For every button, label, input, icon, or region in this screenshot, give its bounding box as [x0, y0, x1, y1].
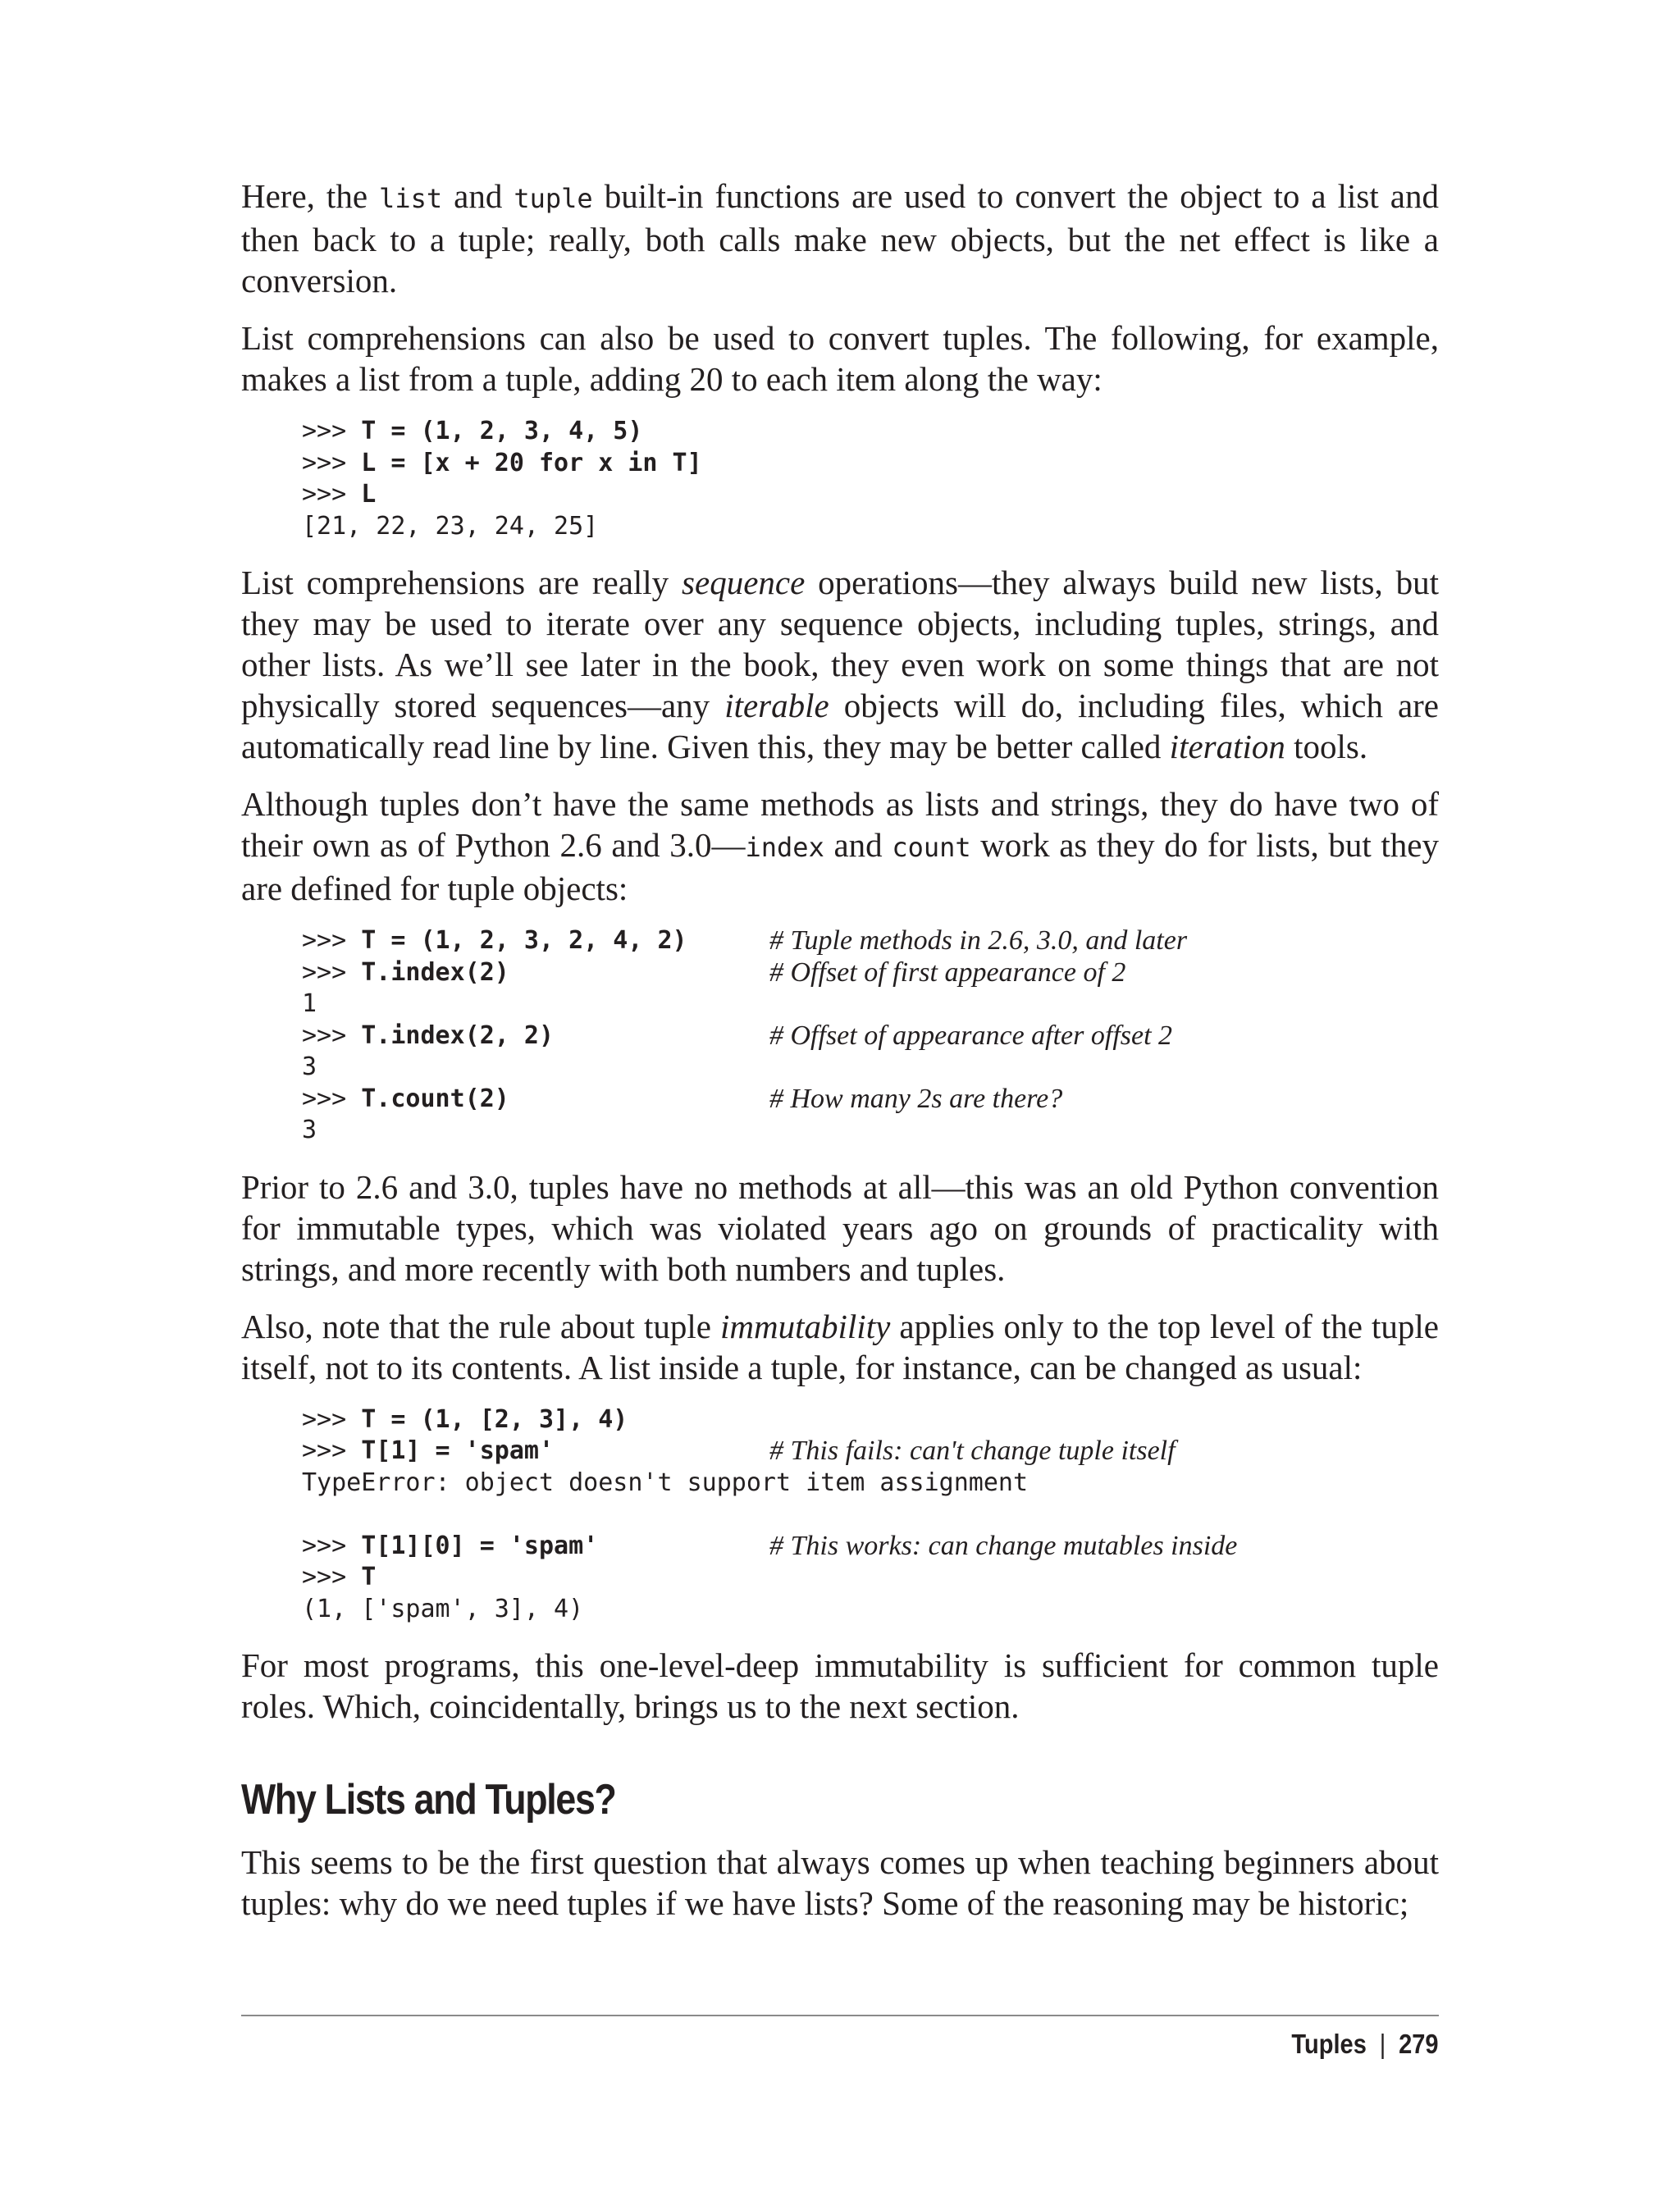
code-line	[302, 1436, 1439, 1468]
paragraph-one-level-deep	[241, 1645, 1439, 1727]
emphasis: iterable	[724, 687, 829, 724]
code-line	[302, 1404, 1439, 1436]
code-line	[302, 1052, 1439, 1084]
code-line	[302, 1531, 1439, 1563]
emphasis: iteration	[1169, 728, 1285, 765]
code-line	[302, 1020, 1439, 1052]
code-prompt: >>>	[302, 1084, 362, 1113]
code-line	[302, 957, 1439, 989]
inline-code: count	[892, 832, 971, 863]
code-prompt: >>>	[302, 1404, 362, 1434]
text: objects will do, including files, which are automatically read line by line. Given this, they may be better called	[241, 687, 1440, 765]
text: Here, the	[241, 177, 380, 215]
text: Also, note that the rule about tuple	[241, 1307, 721, 1345]
code-prompt: >>>	[302, 480, 362, 509]
code-block-list-comprehension	[302, 416, 1439, 542]
code-command: T = (1, [2, 3], 4)	[361, 1404, 628, 1434]
code-command: T[1][0] = 'spam'	[361, 1531, 599, 1560]
text: Prior to 2.6 and 3.0, tuples have no methods at all—this was an old Python convention for immutable types, which was violated years ago on grounds of practicality with strings, and more recently with both numbers and tuples.	[241, 1167, 1439, 1288]
footer-chapter-title: Tuples	[1291, 2029, 1367, 2059]
code-prompt: >>>	[302, 926, 362, 955]
inline-code: list	[379, 183, 443, 214]
code-line	[302, 925, 1439, 957]
code-prompt: >>>	[302, 1020, 362, 1050]
code-prompt: >>>	[302, 417, 362, 445]
code-prompt: >>>	[302, 957, 362, 987]
code-output: 3	[302, 1052, 317, 1081]
code-line	[302, 1594, 1439, 1626]
code-command: T.index(2)	[361, 957, 509, 987]
code-output: TypeError: object doesn't support item assignment	[302, 1468, 1029, 1497]
code-line	[302, 479, 1439, 511]
text: operations—they always build new lists, but they may be used to iterate over any sequence objects, including tuples, strings, and other lists. As we’ll see later in the book, they even work on some things that are not physically stored sequences—any	[241, 564, 1439, 724]
code-line	[302, 1468, 1439, 1500]
text: List comprehensions can also be used to convert tuples. The following, for example, makes a list from a tuple, adding 20 to each item along the way:	[241, 319, 1439, 398]
emphasis: sequence	[682, 564, 806, 601]
text: This seems to be the first question that always comes up when teaching beginners about tuples: why do we need tuples if we have lists? Some of the reasoning may be historic;	[241, 1843, 1439, 1922]
code-command: T = (1, 2, 3, 4, 5)	[361, 417, 643, 445]
code-prompt: >>>	[302, 1436, 362, 1465]
text: built-in functions are used to convert the object to a list and then back to a tuple; really, both calls make new objects, but the net effect is like a conversion.	[241, 177, 1439, 299]
text: List comprehensions are really	[241, 564, 682, 601]
code-line	[302, 416, 1439, 448]
text: For most programs, this one-level-deep immutability is sufficient for common tuple roles. Which, coincidentally, brings us to the next section.	[241, 1646, 1439, 1725]
code-command: T.index(2, 2)	[361, 1020, 555, 1050]
code-comment: # Offset of appearance after offset 2	[769, 1020, 1173, 1051]
code-line	[302, 511, 1439, 543]
inline-code: tuple	[514, 183, 593, 214]
code-command: T.count(2)	[361, 1084, 509, 1113]
footer-divider	[241, 2015, 1439, 2016]
paragraph-conversion	[241, 176, 1439, 301]
paragraph-immutability	[241, 1306, 1439, 1388]
code-line	[302, 988, 1439, 1020]
text: work as they do for lists, but they are defined for tuple objects:	[241, 826, 1439, 907]
code-comment: # How many 2s are there?	[769, 1083, 1063, 1114]
section-heading: Why Lists and Tuples?	[241, 1776, 616, 1824]
paragraph-tuple-methods	[241, 783, 1439, 909]
code-line	[302, 448, 1439, 480]
code-comment: # This works: can change mutables inside	[769, 1530, 1238, 1561]
text: and	[824, 826, 892, 864]
code-command: T[1] = 'spam'	[361, 1436, 555, 1465]
code-output: [21, 22, 23, 24, 25]	[302, 511, 599, 541]
text: and	[442, 177, 514, 215]
paragraph-sequence-operations	[241, 562, 1439, 767]
text: Although tuples don’t have the same methods as lists and strings, they do have two of their own as of Python 2.6 and 3.0—	[241, 785, 1439, 864]
paragraph-why-tuples	[241, 1842, 1439, 1924]
page-number: 279	[1399, 2029, 1439, 2059]
paragraph-prior-versions	[241, 1166, 1439, 1290]
code-command: T = (1, 2, 3, 2, 4, 2)	[361, 926, 687, 955]
code-output: 3	[302, 1116, 317, 1144]
code-command: T	[361, 1563, 377, 1591]
code-comment: # This fails: can't change tuple itself	[769, 1436, 1176, 1466]
code-output: (1, ['spam', 3], 4)	[302, 1594, 584, 1623]
code-command: L	[361, 480, 377, 509]
code-output: 1	[302, 989, 317, 1018]
paragraph-list-comprehensions-intro	[241, 317, 1439, 399]
inline-code: index	[745, 832, 824, 863]
code-line	[302, 1084, 1439, 1116]
code-prompt: >>>	[302, 448, 362, 477]
emphasis: immutability	[720, 1307, 891, 1345]
text: tools.	[1285, 728, 1368, 765]
text: applies only to the top level of the tuple itself, not to its contents. A list inside a tuple, for instance, can be changed as usual:	[241, 1307, 1439, 1386]
code-command: L = [x + 20 for x in T]	[361, 448, 702, 477]
code-block-tuple-methods	[302, 925, 1439, 1147]
page-content	[241, 176, 1439, 1940]
footer-separator: |	[1380, 2029, 1386, 2059]
code-prompt: >>>	[302, 1531, 362, 1560]
code-line	[302, 1499, 1439, 1531]
code-comment: # Offset of first appearance of 2	[769, 956, 1126, 988]
code-prompt: >>>	[302, 1563, 362, 1591]
code-line	[302, 1115, 1439, 1147]
page-footer	[1292, 2026, 1439, 2062]
code-comment: # Tuple methods in 2.6, 3.0, and later	[769, 925, 1188, 956]
code-line	[302, 1562, 1439, 1594]
code-block-immutability	[302, 1404, 1439, 1626]
